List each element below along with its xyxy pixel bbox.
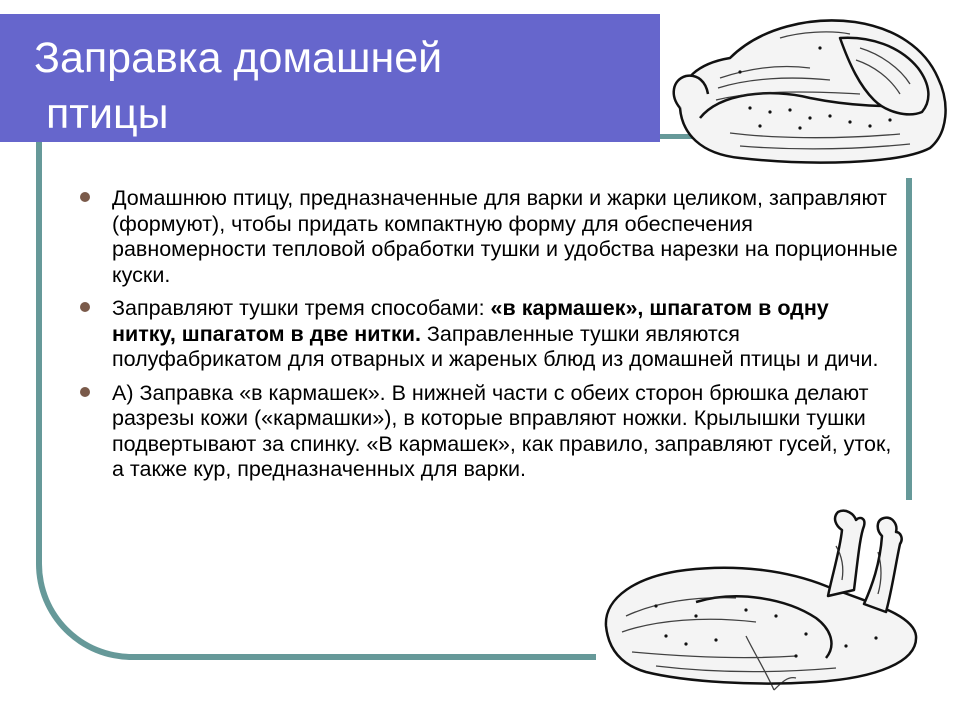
bird-leg-right (864, 518, 902, 612)
trussed-poultry-illustration (660, 8, 960, 168)
bird-body-outline (606, 568, 916, 684)
legs-up-poultry-illustration (596, 506, 926, 694)
bullet-dot-icon (80, 387, 90, 397)
slide-title-line1: Заправка домашней (34, 34, 443, 82)
bullet-text: Домашнюю птицу, предназначенные для варки и жарки целиком, заправляют (формуют), чтобы придать компактную форму для обеспечения равномерности тепловой обработки тушки и удобства нарезки на порционные куски. (112, 186, 898, 287)
bird-leg-left (828, 511, 864, 596)
title-bar (0, 14, 660, 142)
slide-title-line2: птицы (46, 90, 169, 138)
bullet-text: Заправленные тушки являются полуфабрикатом для отварных и жареных блюд из домашней птицы и дичи. (112, 321, 879, 371)
bullet-item (78, 381, 898, 483)
bullet-item (78, 186, 898, 288)
bullet-list (78, 186, 898, 491)
bullet-bold-text: «в кармашек», шпагатом в одну нитку, шпагатом в две нитки. (112, 296, 829, 346)
bullet-text: А) Заправка «в кармашек». В нижней части с обеих сторон брюшка делают разрезы кожи («кармашки»), в которые вправляют ножки. Крылышки тушки подвертывают за спинку. «В кармашек», как правило, заправляют гусей, уток, а также кур, предназначенных для варки. (112, 380, 892, 481)
bullet-dot-icon (80, 192, 90, 202)
right-divider-line (906, 178, 912, 500)
bullet-item (78, 296, 898, 373)
slide-title (34, 30, 442, 142)
bullet-dot-icon (80, 302, 90, 312)
bullet-text: Заправляют тушки тремя способами: (112, 296, 491, 320)
